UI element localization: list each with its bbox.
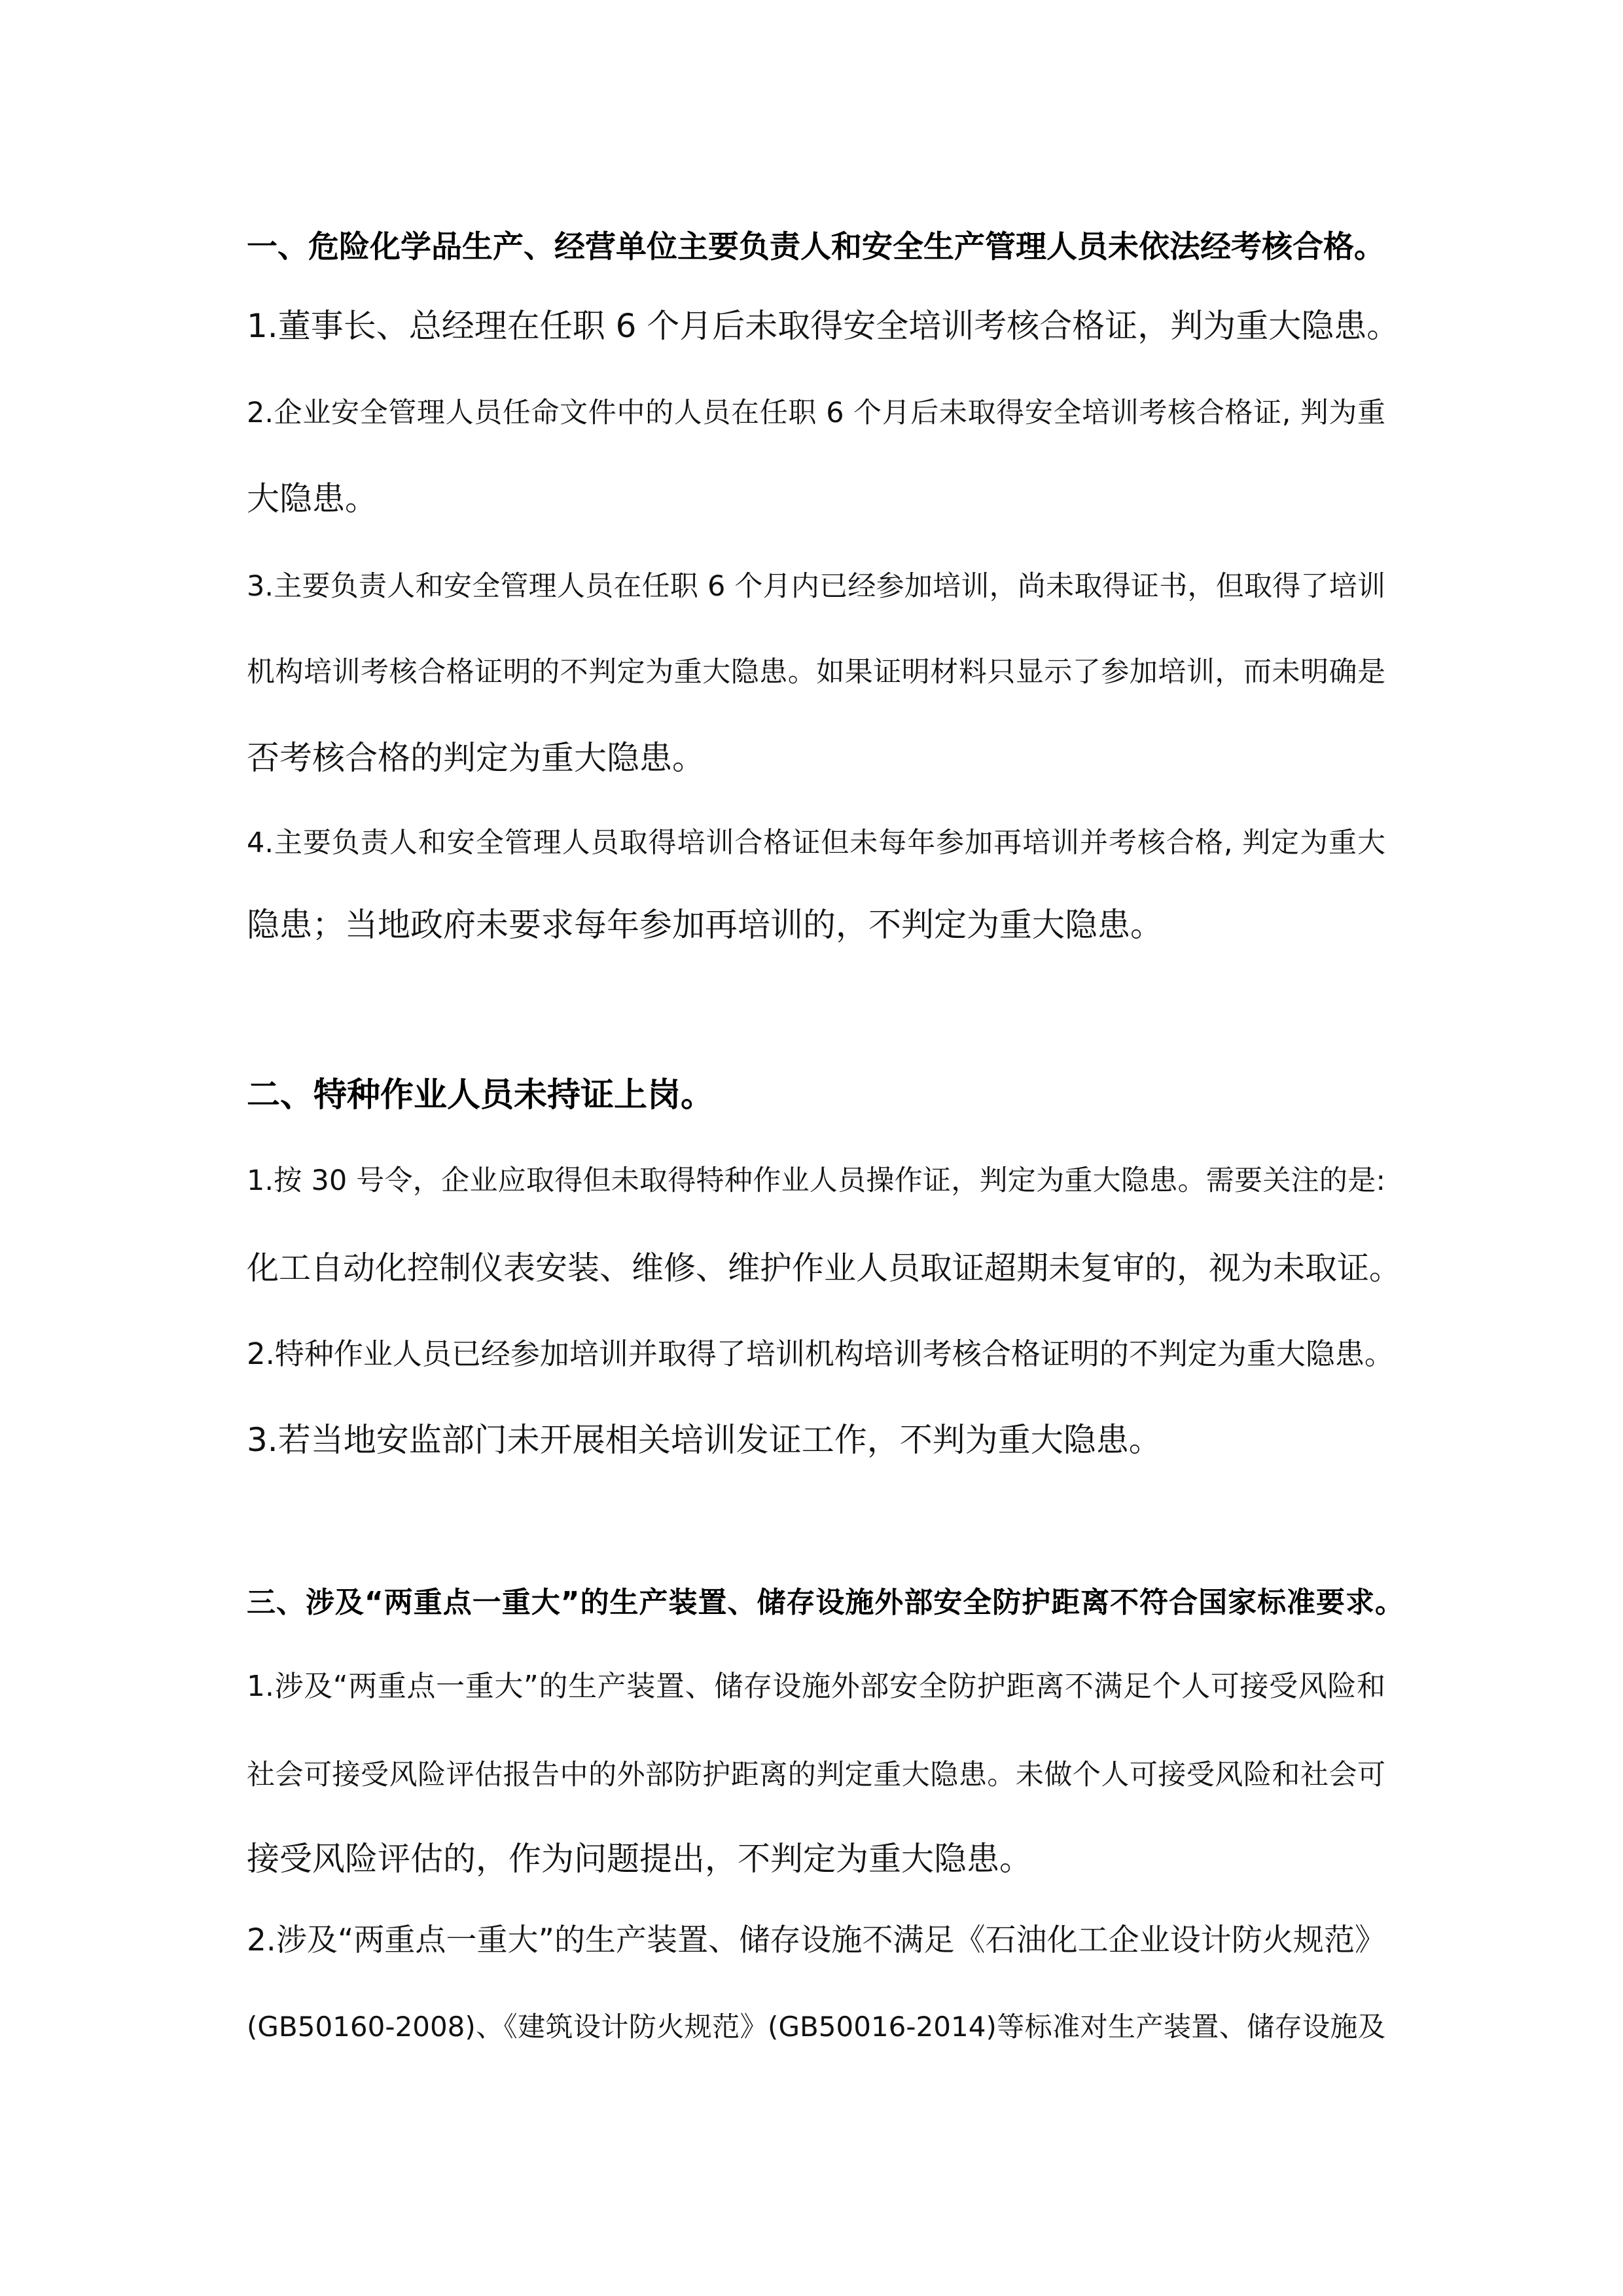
section-1-item-3-line-1: 3.主要负责人和安全管理人员在任职 6 个月内已经参加培训，尚未取得证书，但取得了培训: [247, 570, 1385, 603]
section-2-heading: 二、特种作业人员未持证上岗。: [247, 1076, 715, 1115]
section-2-item-1-line-2: 化工自动化控制仪表安装、维修、维护作业人员取证超期未复审的，视为未取证。: [247, 1249, 1402, 1287]
section-2-item-2-line-1: 2.特种作业人员已经参加培训并取得了培训机构培训考核合格证明的不判定为重大隐患。: [247, 1336, 1394, 1371]
section-3-item-1-line-1: 1.涉及“两重点一重大”的生产装置、储存设施外部安全防护距离不满足个人可接受风险和: [247, 1670, 1385, 1703]
section-1-item-3-line-2: 机构培训考核合格证明的不判定为重大隐患。如果证明材料只显示了参加培训，而未明确是: [247, 656, 1385, 689]
section-3-heading: 三、涉及“两重点一重大”的生产装置、储存设施外部安全防护距离不符合国家标准要求。: [247, 1586, 1404, 1619]
section-1-item-4-line-2: 隐患；当地政府未要求每年参加再培训的，不判定为重大隐患。: [247, 906, 1163, 944]
section-1-heading: 一、危险化学品生产、经营单位主要负责人和安全生产管理人员未依法经考核合格。: [247, 229, 1385, 265]
section-3-item-2-line-2: (GB50160-2008)、《建筑设计防火规范》(GB50016-2014)等标准对生产装置、储存设施及: [247, 2011, 1385, 2043]
section-1-item-3-line-3: 否考核合格的判定为重大隐患。: [247, 739, 705, 777]
section-3-item-1-line-3: 接受风险评估的，作为问题提出，不判定为重大隐患。: [247, 1840, 1032, 1878]
section-1-item-2-line-2: 大隐患。: [247, 480, 378, 518]
section-1-item-1-line-1: 1.董事长、总经理在任职 6 个月后未取得安全培训考核合格证，判为重大隐患。: [247, 307, 1400, 345]
section-2-item-1-line-1: 1.按 30 号令，企业应取得但未取得特种作业人员操作证，判定为重大隐患。需要关注的是:: [247, 1164, 1385, 1197]
section-1-item-2-line-1: 2.企业安全管理人员任命文件中的人员在任职 6 个月后未取得安全培训考核合格证, 判为重: [247, 397, 1385, 429]
section-2-item-3-line-1: 3.若当地安监部门未开展相关培训发证工作，不判为重大隐患。: [247, 1421, 1162, 1459]
section-3-item-1-line-2: 社会可接受风险评估报告中的外部防护距离的判定重大隐患。未做个人可接受风险和社会可: [247, 1759, 1385, 1791]
section-1-item-4-line-1: 4.主要负责人和安全管理人员取得培训合格证但未每年参加再培训并考核合格, 判定为重大: [247, 827, 1385, 859]
section-3-item-2-line-1: 2.涉及“两重点一重大”的生产装置、储存设施不满足《石油化工企业设计防火规范》: [247, 1922, 1385, 1958]
